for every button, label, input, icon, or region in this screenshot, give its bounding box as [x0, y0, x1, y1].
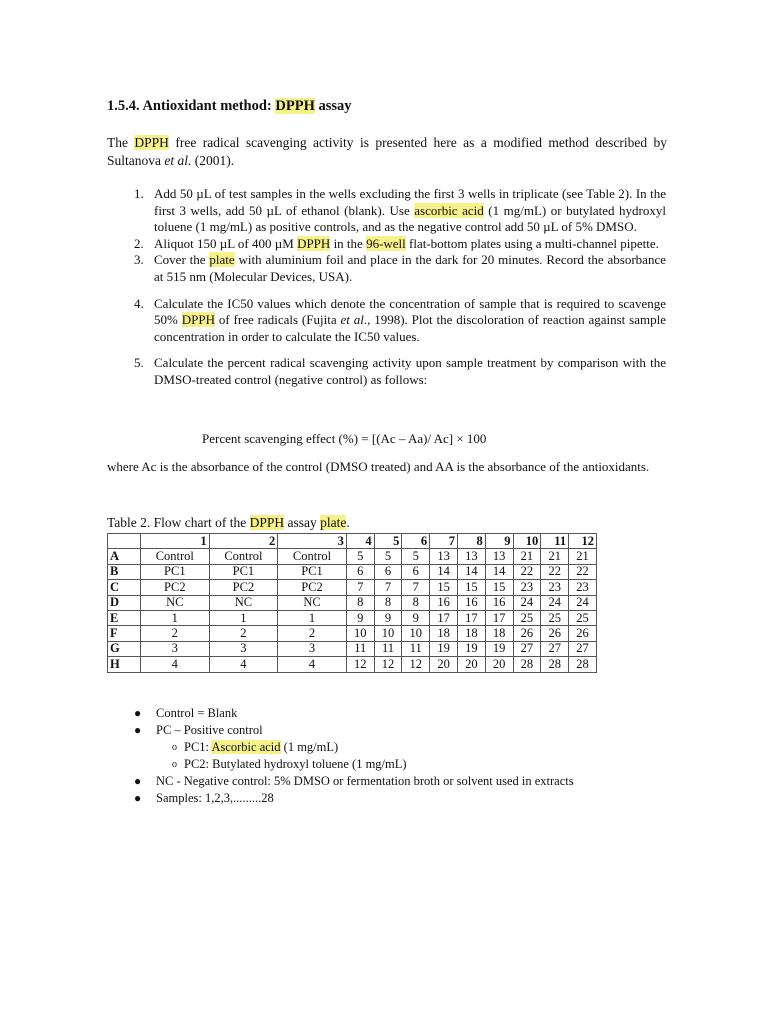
row-label: A	[108, 549, 141, 564]
table-cell: 5	[402, 549, 430, 564]
row-label: F	[108, 626, 141, 641]
table-row	[108, 641, 597, 656]
table-cell: 3	[209, 641, 278, 656]
table-cell: 20	[430, 657, 458, 672]
table-cell: 21	[513, 549, 541, 564]
table-cell: 9	[402, 610, 430, 625]
row-label: G	[108, 641, 141, 656]
table-cell: 17	[485, 610, 513, 625]
formula-explanation: where Ac is the absorbance of the control (DMSO treated) and AA is the absorbance of the antioxidants.	[107, 459, 650, 474]
table-cell: 14	[457, 564, 485, 579]
table-cell: 14	[430, 564, 458, 579]
table-cell: 9	[346, 610, 374, 625]
table-cell: 13	[430, 549, 458, 564]
table-cell: PC1	[209, 564, 278, 579]
table-cell: 11	[374, 641, 402, 656]
table-cell: 11	[402, 641, 430, 656]
table-cell: 26	[569, 626, 597, 641]
table-cell: 2	[278, 626, 347, 641]
highlight-96-well: 96-well	[366, 235, 406, 251]
row-label: B	[108, 564, 141, 579]
note-pc2: o PC2: Butylated hydroxyl toluene (1 mg/mL)	[172, 757, 407, 771]
table-cell: 19	[485, 641, 513, 656]
table-cell: PC2	[209, 580, 278, 595]
row-label: D	[108, 595, 141, 610]
table-cell: 5	[346, 549, 374, 564]
table-row	[108, 595, 597, 610]
table-cell: 12	[346, 657, 374, 672]
table-cell: 3	[278, 641, 347, 656]
table-cell: 18	[457, 626, 485, 641]
table-cell: NC	[278, 595, 347, 610]
table-cell: 10	[346, 626, 374, 641]
table-cell: 17	[430, 610, 458, 625]
table-cell: NC	[141, 595, 210, 610]
bullet-icon: ●	[134, 706, 142, 720]
table-cell: 25	[541, 610, 569, 625]
table-row	[108, 610, 597, 625]
column-header	[108, 534, 141, 549]
table-cell: 27	[541, 641, 569, 656]
row-label: C	[108, 580, 141, 595]
table-cell: 23	[569, 580, 597, 595]
table-cell: 22	[513, 564, 541, 579]
table-row	[108, 549, 597, 564]
column-header: 10	[513, 534, 541, 549]
table-cell: 10	[402, 626, 430, 641]
note-control: ● Control = Blank	[134, 706, 238, 720]
table-cell: 14	[485, 564, 513, 579]
row-label: H	[108, 657, 141, 672]
column-header: 4	[346, 534, 374, 549]
table-cell: 6	[346, 564, 374, 579]
table-cell: 7	[346, 580, 374, 595]
column-header: 12	[569, 534, 597, 549]
note-samples: ● Samples: 1,2,3,.........28	[134, 791, 274, 805]
column-header: 1	[141, 534, 210, 549]
table-cell: 11	[346, 641, 374, 656]
table-cell: 15	[430, 580, 458, 595]
table-cell: 4	[278, 657, 347, 672]
table-cell: 1	[141, 610, 210, 625]
table-header-row	[108, 534, 597, 549]
table-cell: 1	[209, 610, 278, 625]
plate-layout-table	[107, 533, 597, 673]
table-cell: 26	[541, 626, 569, 641]
table-cell: 13	[485, 549, 513, 564]
table-cell: 16	[457, 595, 485, 610]
highlight-dpph: DPPH	[181, 312, 215, 328]
table-cell: 6	[402, 564, 430, 579]
table-row	[108, 580, 597, 595]
table-cell: 3	[141, 641, 210, 656]
table-cell: 27	[513, 641, 541, 656]
table-cell: 12	[402, 657, 430, 672]
table-cell: 13	[457, 549, 485, 564]
table-cell: 19	[457, 641, 485, 656]
bullet-icon: ●	[134, 791, 142, 805]
table-cell: 21	[569, 549, 597, 564]
table-cell: 2	[141, 626, 210, 641]
table-cell: 7	[402, 580, 430, 595]
table-cell: 8	[402, 595, 430, 610]
table-cell: PC1	[278, 564, 347, 579]
table-cell: 28	[541, 657, 569, 672]
highlight-ascorbic-acid: ascorbic acid	[414, 202, 484, 218]
table-cell: 21	[541, 549, 569, 564]
highlight-ascorbic-acid: Ascorbic acid	[211, 740, 281, 754]
intro-paragraph: The DPPH free radical scavenging activity is presented here as a modified method described by Sultanova et al. (2001).	[107, 135, 667, 168]
table-cell: 24	[569, 595, 597, 610]
table-cell: 12	[374, 657, 402, 672]
table-cell: 4	[209, 657, 278, 672]
table-cell: 2	[209, 626, 278, 641]
circle-bullet-icon: o	[172, 759, 177, 770]
table-cell: 26	[513, 626, 541, 641]
table-row	[108, 657, 597, 672]
table-cell: 15	[457, 580, 485, 595]
note-negative-control: ● NC - Negative control: 5% DMSO or fermentation broth or solvent used in extracts	[134, 774, 574, 788]
highlight-plate: plate	[320, 515, 347, 530]
table-cell: 6	[374, 564, 402, 579]
table-cell: 28	[569, 657, 597, 672]
table-cell: 8	[346, 595, 374, 610]
section-heading: 1.5.4. Antioxidant method: DPPH assay	[107, 98, 352, 114]
column-header: 11	[541, 534, 569, 549]
table-cell: Control	[141, 549, 210, 564]
step-4: 4. Calculate the IC50 values which denote the concentration of sample that is required to scavenge 50% DPPH of free radicals (Fujita et al., 1998). Plot the discoloration of reaction against sample concentration in order to calculate the IC50 values.	[134, 295, 666, 344]
circle-bullet-icon: o	[172, 742, 177, 753]
column-header: 6	[402, 534, 430, 549]
table-cell: 18	[485, 626, 513, 641]
row-label: E	[108, 610, 141, 625]
highlight-dpph: DPPH	[134, 135, 169, 150]
table-cell: NC	[209, 595, 278, 610]
table-cell: 27	[569, 641, 597, 656]
step-1: 1. Add 50 µL of test samples in the wells excluding the first 3 wells in triplicate (see Table 2). In the first 3 wells, add 50 µL of ethanol (blank). Use ascorbic acid (1 mg/mL) or butylated hydroxyl toluene (1 mg/mL) as positive controls, and as the negative control add 50 µL of 5% DMSO.	[134, 186, 666, 235]
table-cell: 8	[374, 595, 402, 610]
table-row	[108, 626, 597, 641]
table-cell: 28	[513, 657, 541, 672]
table-cell: Control	[209, 549, 278, 564]
table-cell: 17	[457, 610, 485, 625]
table-cell: Control	[278, 549, 347, 564]
highlight-plate: plate	[209, 252, 235, 268]
table-cell: 10	[374, 626, 402, 641]
column-header: 9	[485, 534, 513, 549]
note-pc1: o PC1: Ascorbic acid (1 mg/mL)	[172, 740, 339, 754]
note-positive-control: ● PC – Positive control	[134, 723, 263, 737]
procedure-steps	[107, 186, 666, 389]
step-2: 2. Aliquot 150 µL of 400 µM DPPH in the 96-well flat-bottom plates using a multi-channel pipette.	[134, 235, 659, 251]
table-cell: 22	[569, 564, 597, 579]
column-header: 7	[430, 534, 458, 549]
column-header: 8	[457, 534, 485, 549]
bullet-icon: ●	[134, 723, 142, 737]
bullet-icon: ●	[134, 774, 142, 788]
step-5: 5. Calculate the percent radical scavenging activity upon sample treatment by comparison with the DMSO-treated control (negative control) as follows:	[134, 355, 666, 387]
table-cell: 24	[541, 595, 569, 610]
step-3: 3. Cover the plate with aluminium foil and place in the dark for 20 minutes. Record the absorbance at 515 nm (Molecular Devices, USA).	[134, 252, 666, 284]
highlight-dpph: DPPH	[249, 515, 285, 530]
table-row	[108, 564, 597, 579]
highlight-dpph: DPPH	[275, 98, 315, 114]
scavenging-formula: Percent scavenging effect (%) = [(Ac – Aa)/ Ac] × 100	[202, 431, 487, 446]
table-cell: 16	[485, 595, 513, 610]
table-cell: 9	[374, 610, 402, 625]
column-header: 2	[209, 534, 278, 549]
table-cell: 7	[374, 580, 402, 595]
table-cell: 20	[457, 657, 485, 672]
table-cell: 16	[430, 595, 458, 610]
table-caption: Table 2. Flow chart of the DPPH assay plate.	[107, 515, 350, 530]
table-cell: 24	[513, 595, 541, 610]
table-cell: 22	[541, 564, 569, 579]
table-cell: 20	[485, 657, 513, 672]
table-cell: 25	[513, 610, 541, 625]
table-cell: 25	[569, 610, 597, 625]
table-cell: PC1	[141, 564, 210, 579]
table-cell: 15	[485, 580, 513, 595]
table-cell: 23	[513, 580, 541, 595]
table-cell: PC2	[278, 580, 347, 595]
column-header: 3	[278, 534, 347, 549]
table-cell: 4	[141, 657, 210, 672]
column-header: 5	[374, 534, 402, 549]
table-cell: 1	[278, 610, 347, 625]
table-cell: 23	[541, 580, 569, 595]
table-cell: 5	[374, 549, 402, 564]
highlight-dpph: DPPH	[297, 235, 331, 251]
table-cell: PC2	[141, 580, 210, 595]
table-cell: 18	[430, 626, 458, 641]
legend-notes	[107, 705, 707, 807]
table-cell: 19	[430, 641, 458, 656]
